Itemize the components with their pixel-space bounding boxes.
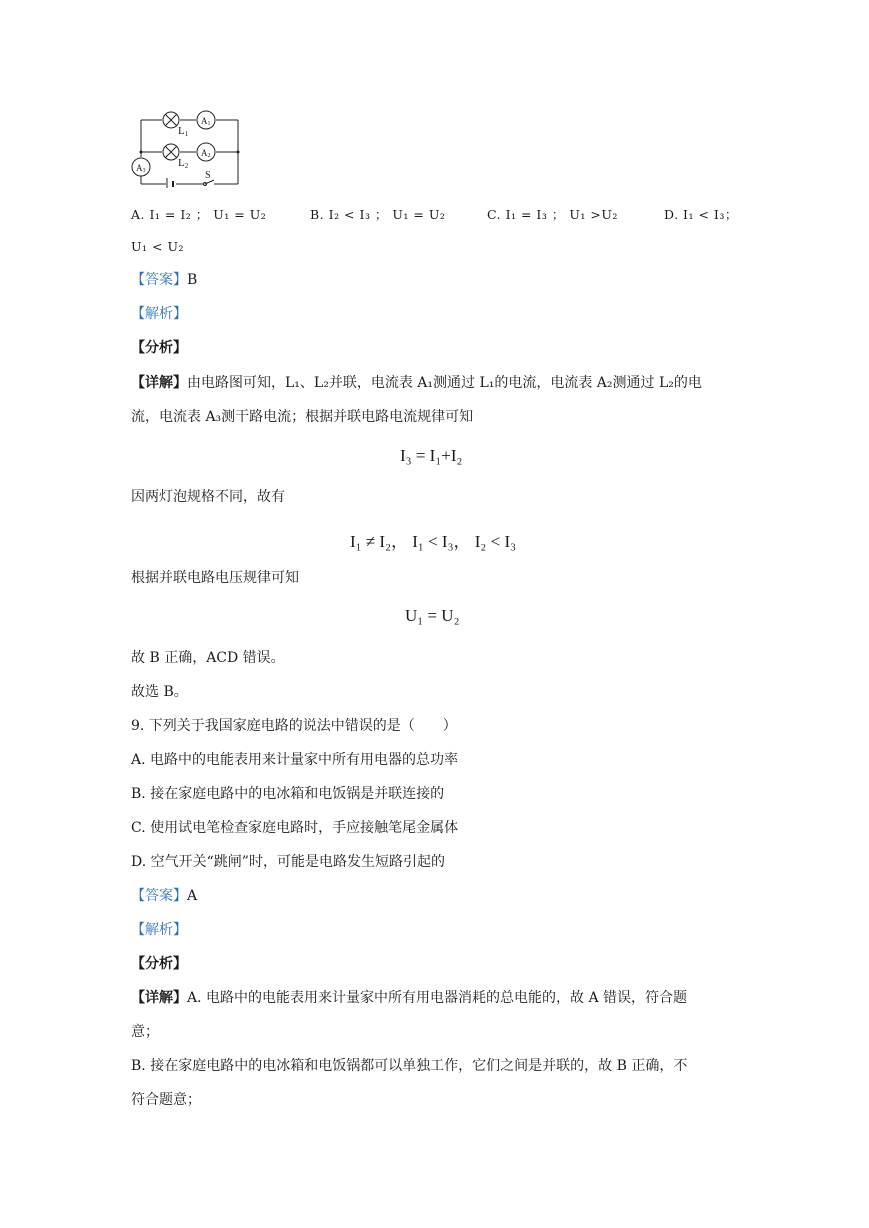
q8-detail-line-1: 【详解】由电路图可知，L₁、L₂并联，电流表 A₁测通过 L₁的电流，电流表 A₂测通过 L₂的电 — [131, 375, 702, 391]
q9-option-a: A. 电路中的电能表用来计量家中所有用电器的总功率 — [131, 752, 459, 768]
label-l2: L2 — [178, 157, 189, 170]
label-a1: A1 — [201, 116, 211, 127]
q9-option-c: C. 使用试电笔检查家庭电路时，手应接触笔尾金属体 — [131, 820, 459, 836]
q9-detail-a-line-2: 意； — [131, 1024, 159, 1040]
label-a3: A3 — [136, 163, 146, 174]
battery — [167, 178, 173, 188]
q8-equation-2: I₁ ≠ I₂， I₁ < I₃， I₂ < I₃ — [350, 532, 517, 551]
q8-option-d: D. I₁ < I₃； — [664, 207, 738, 222]
lamp-l1 — [163, 112, 179, 128]
q9-detail-b-line-2: 符合题意； — [131, 1092, 201, 1108]
q8-analysis-tag: 【解析】 — [131, 306, 187, 322]
q8-text-4: 故 B 正确，ACD 错误。 — [131, 650, 285, 666]
q9-detail-b-line-1: B. 接在家庭电路中的电冰箱和电饭锅都可以单独工作，它们之间是并联的，故 B 正确，不 — [131, 1058, 688, 1074]
q8-option-b: B. I₂ < I₃ ； U₁ = U₂ — [310, 207, 446, 222]
q9-answer: 【答案】A — [131, 888, 198, 904]
q8-equation-1: I₃ = I₁+I₂ — [400, 446, 463, 465]
q8-option-a: A. I₁ = I₂ ； U₁ = U₂ — [131, 207, 267, 222]
q8-option-c: C. I₁ = I₃ ； U₁ >U₂ — [487, 207, 618, 222]
q8-fenxi-tag: 【分析】 — [131, 340, 187, 356]
q9-fenxi-tag: 【分析】 — [131, 956, 187, 972]
circuit-diagram — [128, 104, 244, 188]
q8-equation-3: U₁ = U₂ — [405, 606, 460, 625]
label-l1: L1 — [178, 125, 189, 138]
label-a2: A2 — [201, 148, 211, 159]
q9-analysis-tag: 【解析】 — [131, 922, 187, 938]
q8-text-3: 根据并联电路电压规律可知 — [131, 570, 299, 586]
q8-detail-line-2: 流，电流表 A₃测干路电流；根据并联电路电流规律可知 — [131, 409, 474, 425]
q9-stem: 9. 下列关于我国家庭电路的说法中错误的是（ ） — [131, 718, 457, 734]
q8-text-2: 因两灯泡规格不同，故有 — [131, 489, 285, 505]
q9-option-b: B. 接在家庭电路中的电冰箱和电饭锅是并联连接的 — [131, 786, 445, 802]
q9-detail-a-line-1: 【详解】A. 电路中的电能表用来计量家中所有用电器消耗的总电能的，故 A 错误，符合题 — [131, 990, 688, 1006]
lamp-l2 — [163, 144, 179, 160]
q8-option-d-cont: U₁ < U₂ — [131, 239, 185, 254]
q9-option-d: D. 空气开关“跳闸”时，可能是电路发生短路引起的 — [131, 854, 445, 870]
label-switch: S — [205, 170, 211, 181]
q8-answer: 【答案】B — [131, 272, 198, 288]
q8-text-5: 故选 B。 — [131, 684, 188, 700]
